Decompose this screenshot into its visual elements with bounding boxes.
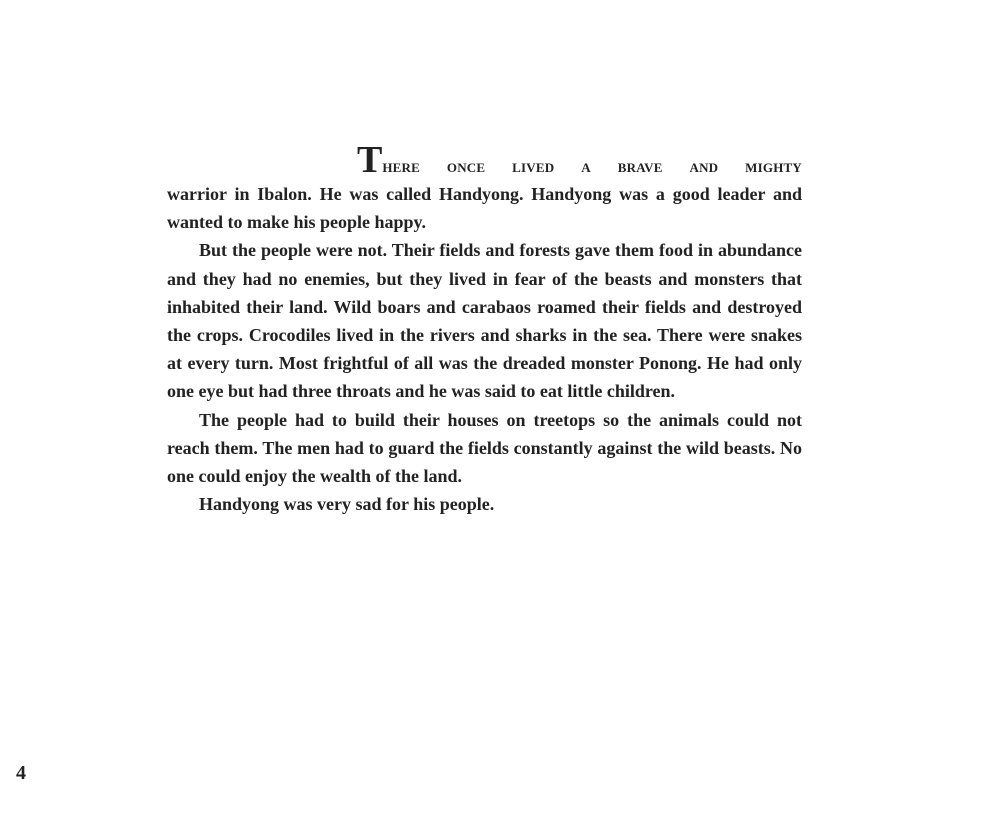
paragraph-4: Handyong was very sad for his people. bbox=[199, 494, 495, 515]
paragraph-2: But the people were not. Their fields and forests gave them food in abundance and they had no enemies, but they lived in fear of the beasts and monsters that inhabited their land. Wild boars and carabaos roamed their fields and destroyed the crops. Crocodiles lived in the rivers and sharks in the sea. There were snakes at every turn. Most frightful of all was the dreaded monster Ponong. He had only one eye but had three throats and he was said to eat little children. bbox=[167, 240, 802, 402]
paragraph-1 bbox=[167, 139, 802, 236]
drop-initial: T bbox=[357, 139, 383, 181]
story-text bbox=[167, 139, 802, 518]
opening-smallcaps: here once lived a brave and mighty bbox=[382, 156, 802, 176]
page-number: 4 bbox=[16, 762, 26, 784]
paragraph-1-rest: warrior in Ibalon. He was called Handyong. Handyong was a good leader and wanted to make his people happy. bbox=[167, 184, 802, 233]
opening-line bbox=[167, 139, 802, 181]
paragraph-3: The people had to build their houses on treetops so the animals could not reach them. The men had to guard the fields constantly against the wild beasts. No one could enjoy the wealth of the land. bbox=[167, 409, 802, 487]
